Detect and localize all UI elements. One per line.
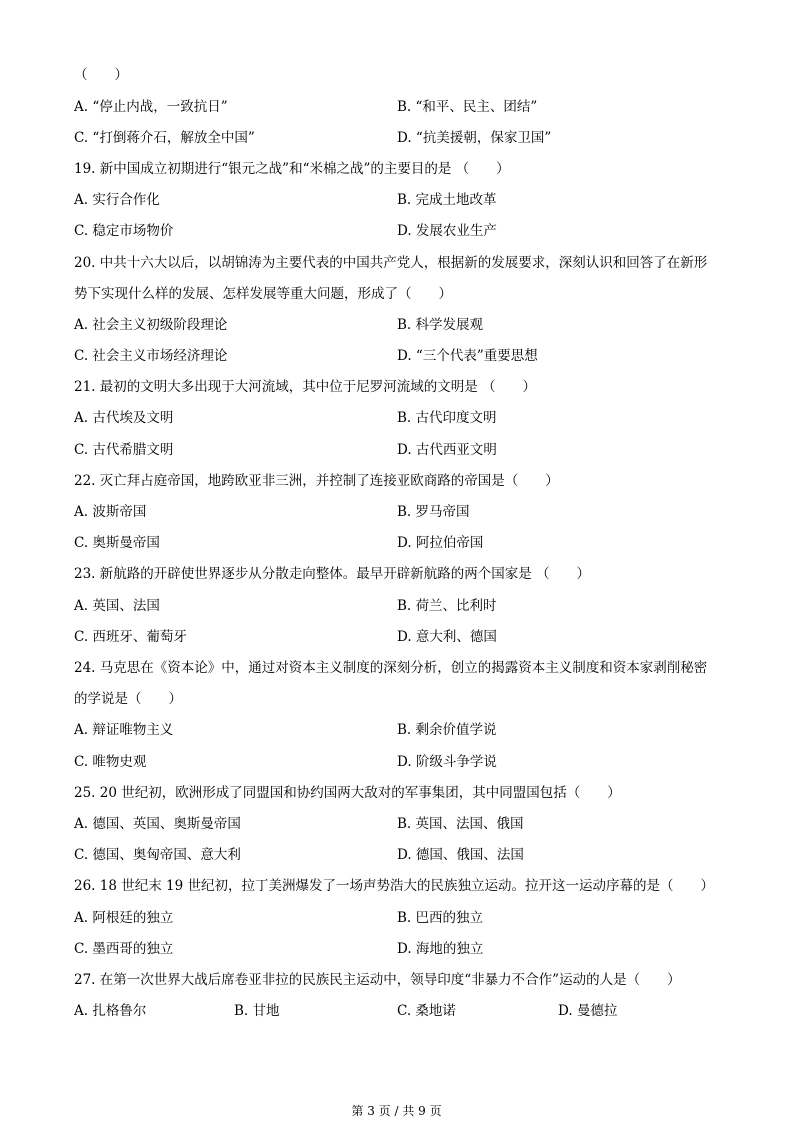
- q20-option-d: D. “三个代表”重要思想: [397, 348, 538, 364]
- q24-option-c: C. 唯物史观: [74, 754, 147, 770]
- q20-stem-line1: 20. 中共十六大以后，以胡锦涛为主要代表的中国共产党人，根据新的发展要求，深刻认识和回答了在新形: [74, 255, 708, 271]
- q25-stem: 25. 20 世纪初，欧洲形成了同盟国和协约国两大敌对的军事集团，其中同盟国包括（ ）: [74, 785, 621, 801]
- q19-stem: 19. 新中国成立初期进行“银元之战”和“米棉之战”的主要目的是 （ ）: [74, 161, 510, 177]
- continuation-stem: （ ）: [74, 67, 128, 83]
- q21-option-b: B. 古代印度文明: [397, 410, 497, 426]
- q20-option-c: C. 社会主义市场经济理论: [74, 348, 228, 364]
- q20-option-a: A. 社会主义初级阶段理论: [74, 317, 228, 333]
- q27-option-b: B. 甘地: [234, 1003, 280, 1019]
- q18-option-a: A. “停止内战，一致抗日”: [74, 99, 228, 115]
- q24-option-a: A. 辩证唯物主义: [74, 722, 174, 738]
- q19-option-a: A. 实行合作化: [74, 192, 160, 208]
- q26-stem: 26. 18 世纪末 19 世纪初，拉丁美洲爆发了一场声势浩大的民族独立运动。拉开这一运动序幕的是（ ）: [74, 878, 714, 894]
- q19-option-c: C. 稳定市场物价: [74, 223, 174, 239]
- q19-option-b: B. 完成土地改革: [397, 192, 497, 208]
- q20-option-b: B. 科学发展观: [397, 317, 484, 333]
- q27-option-d: D. 曼德拉: [558, 1003, 618, 1019]
- q22-option-b: B. 罗马帝国: [397, 504, 470, 520]
- q22-stem: 22. 灭亡拜占庭帝国，地跨欧亚非三洲，并控制了连接亚欧商路的帝国是（ ）: [74, 473, 559, 489]
- page-footer: 第 3 页 / 共 9 页: [351, 1104, 442, 1118]
- q25-option-d: D. 德国、俄国、法国: [397, 847, 524, 863]
- q21-option-d: D. 古代西亚文明: [397, 442, 497, 458]
- q20-stem-line2: 势下实现什么样的发展、怎样发展等重大问题，形成了（ ）: [74, 286, 452, 302]
- q26-option-a: A. 阿根廷的独立: [74, 910, 174, 926]
- q24-stem-line1: 24. 马克思在《资本论》中，通过对资本主义制度的深刻分析，创立的揭露资本主义制度和资本家剥削秘密: [74, 660, 708, 676]
- q21-option-c: C. 古代希腊文明: [74, 442, 174, 458]
- q21-stem: 21. 最初的文明大多出现于大河流域，其中位于尼罗河流域的文明是 （ ）: [74, 379, 537, 395]
- q23-option-b: B. 荷兰、比利时: [397, 598, 497, 614]
- q24-option-d: D. 阶级斗争学说: [397, 754, 497, 770]
- q26-option-b: B. 巴西的独立: [397, 910, 484, 926]
- q18-option-b: B. “和平、民主、团结”: [397, 99, 538, 115]
- q22-option-a: A. 波斯帝国: [74, 504, 147, 520]
- q18-option-d: D. “抗美援朝，保家卫国”: [397, 130, 552, 146]
- q19-option-d: D. 发展农业生产: [397, 223, 497, 239]
- q25-option-b: B. 英国、法国、俄国: [397, 816, 524, 832]
- q23-option-d: D. 意大利、德国: [397, 629, 497, 645]
- q23-option-a: A. 英国、法国: [74, 598, 160, 614]
- q23-stem: 23. 新航路的开辟使世界逐步从分散走向整体。最早开辟新航路的两个国家是 （ ）: [74, 566, 591, 582]
- q25-option-c: C. 德国、奥匈帝国、意大利: [74, 847, 241, 863]
- q22-option-d: D. 阿拉伯帝国: [397, 535, 484, 551]
- q24-option-b: B. 剩余价值学说: [397, 722, 497, 738]
- q22-option-c: C. 奥斯曼帝国: [74, 535, 160, 551]
- q25-option-a: A. 德国、英国、奥斯曼帝国: [74, 816, 241, 832]
- q26-option-c: C. 墨西哥的独立: [74, 941, 174, 957]
- q27-option-a: A. 扎格鲁尔: [74, 1003, 147, 1019]
- q24-stem-line2: 的学说是（ ）: [74, 691, 182, 707]
- q21-option-a: A. 古代埃及文明: [74, 410, 174, 426]
- q23-option-c: C. 西班牙、葡萄牙: [74, 629, 187, 645]
- q18-option-c: C. “打倒蒋介石，解放全中国”: [74, 130, 255, 146]
- q26-option-d: D. 海地的独立: [397, 941, 484, 957]
- q27-option-c: C. 桑地诺: [397, 1003, 456, 1019]
- q27-stem: 27. 在第一次世界大战后席卷亚非拉的民族民主运动中，领导印度“非暴力不合作”运动的人是（ ）: [74, 972, 681, 988]
